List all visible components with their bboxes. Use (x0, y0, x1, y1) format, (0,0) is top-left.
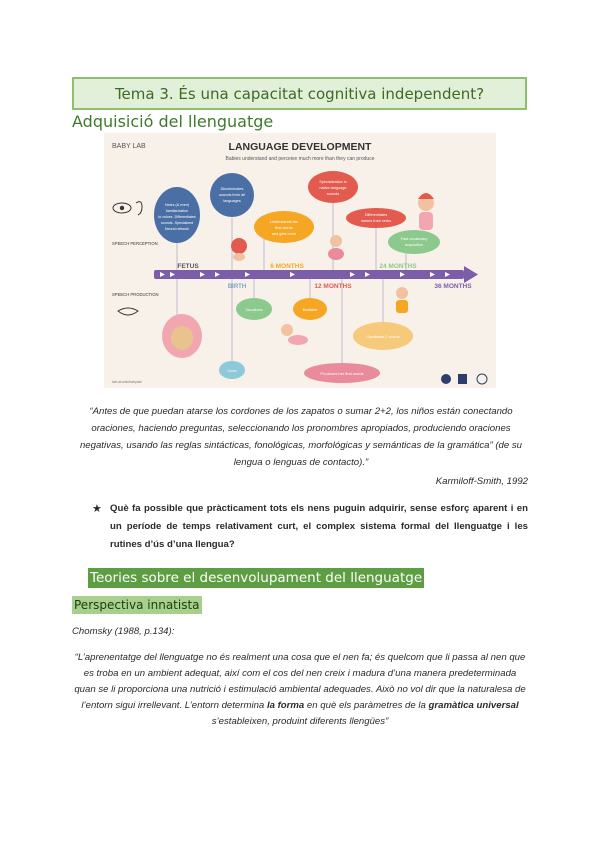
perception-bubble-discriminates (210, 173, 254, 217)
star-bullet-icon: ★ (92, 503, 102, 515)
timeline-label-birth: BIRTH (227, 284, 247, 290)
perception-bubble-names-verbs (346, 208, 406, 228)
svg-text:Specialization in: Specialization in (319, 180, 347, 184)
svg-text:Cries: Cries (227, 368, 237, 373)
svg-text:Hears (& even): Hears (& even) (164, 203, 190, 207)
karmiloff-quote: “Antes de que puedan atarse los cordones de los zapatos o sumar 2+2, los niños están conectando oraciones, haciendo preguntas, seleccionando los pronombres apropiados, produciendo oraciones negativas, usando las reglas sintácticas, fonológicas, morfológicas y semánticas de la gramática” (de su lengua o lenguas de contacto).” (79, 406, 523, 468)
perception-bubble-understands (254, 211, 314, 243)
timeline-label-36-months: 36 MONTHS (434, 283, 472, 290)
chomsky-quote: “L’aprenentatge del llenguatge no és realment una cosa que el nen fa; és quelcom que li passa al nen que es troba en un ambient adequat, així com el cos del nen creix i madura d’una manera predeterminada quan se li proporciona una nutrició i estimulació ambiental adequades. Això no vol dir que la naturalesa de l’entorn sigui irrellevant. L’entorn determina la forma en què els paràmetres de la gramàtica universal s’estableixen, produint diferents llengües” (74, 652, 526, 727)
svg-text:acquisition: acquisition (405, 243, 423, 247)
infographic-title: LANGUAGE DEVELOPMENT (228, 141, 372, 153)
timeline-label-24-months: 24 MONTHS (379, 263, 417, 270)
language-development-infographic (104, 133, 496, 388)
svg-text:familiarization: familiarization (166, 209, 188, 213)
svg-text:Discriminates: Discriminates (220, 187, 244, 191)
theories-section-heading: Teories sobre el desenvolupament del llenguatge (90, 570, 423, 586)
toddler-illustration (396, 287, 408, 313)
production-bubble-cries (219, 361, 245, 379)
perception-bubble-fetus (154, 187, 200, 243)
topic-title: Tema 3. És una capacitat cognitiva independent? (72, 77, 527, 110)
ear-eye-icon (113, 202, 142, 215)
production-bubble-babbles (293, 298, 327, 320)
timeline-label-6-months: 6 MONTHS (270, 263, 304, 270)
perception-bubble-specialization (308, 171, 358, 203)
production-bubble-combines (353, 322, 413, 350)
emphasis-gramatica-universal: gramàtica universal (428, 700, 519, 711)
mouth-icon (118, 308, 138, 315)
svg-text:Fast vocabulary: Fast vocabulary (400, 237, 428, 241)
karmiloff-citation: Karmiloff-Smith, 1992 (435, 476, 528, 487)
newborn-illustration (231, 238, 247, 261)
svg-text:Produces her first words: Produces her first words (320, 371, 364, 376)
infographic-footer: lab.ub.edu/babylab (112, 380, 142, 384)
infographic-subtitle: Babies understand and perceive much more than they can produce (225, 156, 375, 162)
svg-text:sounds: sounds (326, 192, 340, 196)
svg-text:Combines 2 words: Combines 2 words (366, 334, 400, 339)
svg-text:sounds from all: sounds from all (219, 193, 245, 197)
babylab-logo: BABY LAB (112, 143, 146, 150)
crawling-baby-illustration (281, 324, 308, 345)
child-illustration (418, 193, 434, 230)
innatist-subheading: Perspectiva innatista (74, 598, 200, 612)
timeline-bar (154, 266, 478, 283)
timeline-label-fetus: FETUS (177, 263, 199, 270)
speech-perception-label: SPEECH PERCEPTION (112, 241, 158, 246)
sitting-baby-illustration (328, 235, 344, 260)
partner-logos (441, 374, 487, 384)
svg-text:languages: languages (223, 199, 241, 203)
speech-production-label: SPEECH PRODUCTION (112, 292, 159, 297)
svg-text:sounds -Specialized: sounds -Specialized (160, 221, 194, 225)
svg-text:names from verbs: names from verbs (360, 219, 392, 223)
svg-text:Understands the: Understands the (270, 220, 298, 224)
section-heading: Adquisició del llenguatge (72, 112, 274, 131)
svg-text:Babbles: Babbles (302, 307, 318, 312)
svg-text:native-language: native-language (319, 186, 347, 190)
chomsky-reference: Chomsky (1988, p.134): (72, 626, 175, 637)
fetus-illustration (162, 314, 202, 358)
svg-text:to voices -Differentiates: to voices -Differentiates (158, 215, 196, 219)
perception-bubble-vocabulary (388, 230, 440, 254)
production-bubble-first-words (304, 363, 380, 383)
emphasis-la-forma: la forma (266, 700, 305, 711)
key-question (92, 500, 528, 554)
timeline-label-12-months: 12 MONTHS (314, 283, 352, 290)
key-question-text: Què fa possible que pràcticament tots els nens puguin adquirir, sense esforç aparent i en un període de temps relativament curt, el complex sistema formal del llenguatge i les rutines d’ús d’una llengua? (110, 503, 528, 550)
production-bubble-vocalizes (236, 298, 272, 320)
svg-text:Neural network: Neural network (164, 227, 190, 231)
svg-text:Differentiates: Differentiates (364, 213, 388, 217)
svg-text:first words: first words (275, 226, 293, 230)
svg-text:and gets more: and gets more (271, 232, 297, 236)
svg-text:Vocalizes: Vocalizes (245, 307, 263, 312)
